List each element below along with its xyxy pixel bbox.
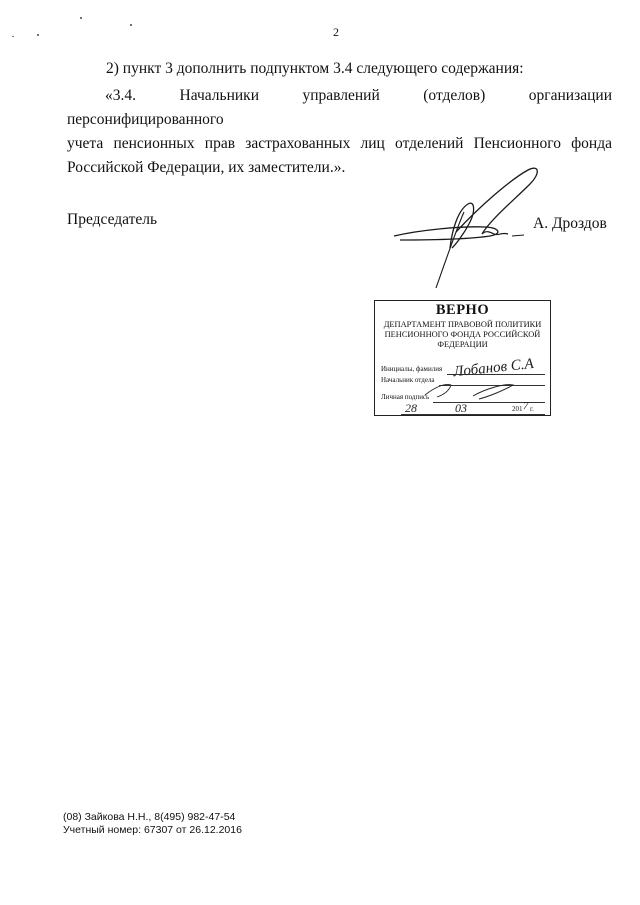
stamp-department: ДЕПАРТАМЕНТ ПРАВОВОЙ ПОЛИТИКИ ПЕНСИОННОГО ФОНДА РОССИЙСКОЙ ФЕДЕРАЦИИ bbox=[383, 320, 542, 349]
scan-speck bbox=[37, 34, 39, 36]
stamp-title: ВЕРНО bbox=[435, 302, 490, 318]
scan-speck bbox=[80, 17, 82, 19]
item-2-text: 2) пункт 3 дополнить подпунктом 3.4 следующего содержания: bbox=[106, 60, 524, 77]
page-number: 2 bbox=[333, 25, 339, 39]
footer-registration: Учетный номер: 67307 от 26.12.2016 bbox=[63, 824, 242, 836]
stamp-handwriting bbox=[375, 301, 552, 417]
signatory-title: Председатель bbox=[67, 211, 158, 228]
stamp-initials-label: Инициалы, фамилия bbox=[381, 365, 443, 373]
scan-speck bbox=[130, 24, 132, 26]
stamp-date-day: 28 bbox=[405, 401, 417, 415]
stamp-initials-handwritten: Лобанов С.А bbox=[452, 355, 535, 381]
stamp-signature-label: Личная подпись bbox=[381, 393, 430, 401]
scan-speck bbox=[12, 36, 14, 37]
stamp-head-label: Начальник отдела bbox=[381, 376, 435, 384]
stamp-year-handwritten: 7 bbox=[523, 400, 529, 412]
stamp-year-suffix: г. bbox=[530, 405, 534, 413]
subitem-line-3: Российской Федерации, их заместители.». bbox=[67, 159, 346, 176]
footer-contact: (08) Зайкова Н.Н., 8(495) 982-47-54 bbox=[63, 811, 236, 823]
stamp-date-month: 03 bbox=[455, 401, 467, 415]
signatory-name: А. Дроздов bbox=[533, 215, 607, 232]
certification-stamp bbox=[374, 300, 551, 416]
chairman-signature bbox=[390, 160, 540, 295]
stamp-year-prefix: 201 bbox=[512, 405, 523, 413]
subitem-line-1: «3.4. Начальники управлений (отделов) организации персонифицированного bbox=[67, 87, 612, 128]
subitem-line-2: учета пенсионных прав застрахованных лиц отделений Пенсионного фонда bbox=[67, 135, 612, 152]
